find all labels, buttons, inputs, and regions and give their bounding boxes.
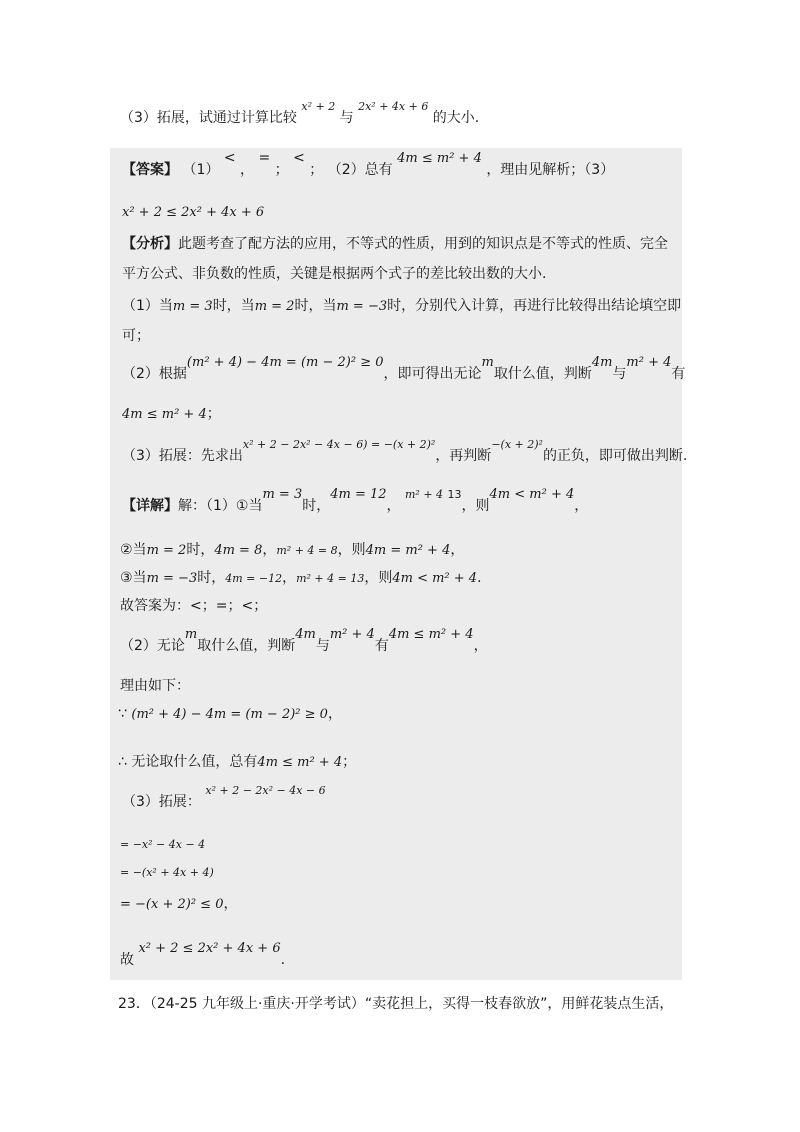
- a1-m2: m = 2: [254, 299, 295, 314]
- problem-3-mid: 与: [339, 110, 354, 126]
- d5-4m: 4m: [295, 627, 316, 642]
- a2-m: m: [481, 355, 494, 370]
- detail-line-10: [120, 834, 205, 855]
- answer-symbol-3: <: [293, 150, 305, 166]
- d3-res: 4m < m² + 4: [392, 571, 478, 586]
- therefore-symbol: ∴: [118, 754, 127, 770]
- a2c: 取什么值，判断: [493, 366, 592, 382]
- d1-4m: 4m = 12: [330, 487, 387, 502]
- d6: 理由如下：: [120, 678, 190, 694]
- analysis-item-1: [122, 296, 681, 317]
- a2e: 有: [671, 366, 686, 382]
- answer-sep-3: ；: [309, 162, 324, 178]
- expr-a: x² + 2: [301, 100, 336, 113]
- answer-part1: （1）: [182, 162, 220, 178]
- d1-13: 13: [447, 488, 462, 501]
- d10: = −x² − 4x − 4: [120, 838, 206, 851]
- d2-m: m = 2: [146, 543, 187, 558]
- answer-line: [122, 150, 615, 181]
- d3-m: m = −3: [146, 571, 198, 586]
- a1-m3: m = 3: [172, 299, 213, 314]
- a2-m2p4: m² + 4: [626, 355, 672, 370]
- a1d: 时，分别代入计算，再进行比较得出结论填空即: [387, 298, 682, 314]
- d2d: ，则: [337, 542, 366, 558]
- d1d: ，则: [461, 498, 490, 514]
- answer-reason: ，理由见解析；（3）: [486, 162, 615, 178]
- d5c: 与: [315, 638, 330, 654]
- because-symbol: ∵: [118, 706, 127, 722]
- answer-sep-2: ；: [274, 162, 289, 178]
- detail-line-6: [120, 676, 190, 696]
- problem-number: 23．: [118, 996, 150, 1012]
- detail-line-5: [120, 627, 488, 657]
- detail-line-3: [120, 568, 482, 589]
- a3c: 的正负，即可做出判断.: [542, 448, 688, 464]
- analysis-item-3: [122, 438, 688, 467]
- detail-line-11: [120, 862, 214, 883]
- a1c: 时，当: [294, 298, 337, 314]
- a3-expr: x² + 2 − 2x² − 4x − 6) = −(x + 2)²: [242, 438, 436, 451]
- d1-m2: m² + 4: [405, 488, 444, 501]
- problem-3-line: [120, 100, 480, 129]
- d12e: ，: [223, 896, 238, 912]
- d3e: .: [477, 570, 482, 586]
- d12: = −(x + 2)² ≤ 0: [120, 897, 224, 912]
- answer-symbol-2: =: [258, 150, 271, 166]
- d2e: ，: [450, 542, 465, 558]
- d3-m2: m² + 4 = 13: [296, 572, 365, 585]
- detail-line-13: [120, 941, 286, 971]
- d5d: 有: [374, 638, 389, 654]
- a3b: ，再判断: [435, 448, 492, 464]
- answer-part2: （2）总有: [327, 162, 393, 178]
- analysis-item-2-cont: [122, 404, 221, 425]
- d5e: ，: [473, 638, 488, 654]
- d9-expr: x² + 2 − 2x² − 4x − 6: [205, 784, 326, 797]
- answer-part3-expr: x² + 2 ≤ 2x² + 4x + 6: [122, 205, 265, 220]
- analysis-label: 【分析】: [122, 236, 178, 252]
- a3a: （3）拓展：先求出: [122, 448, 243, 464]
- a2a: （2）根据: [122, 366, 187, 382]
- detail-line-7: [118, 704, 342, 725]
- d7e: ，: [327, 706, 342, 722]
- d3-4m: 4m = −12: [225, 572, 283, 585]
- d2-4m: 4m = 8: [214, 543, 263, 558]
- detail-line-9: [122, 784, 326, 813]
- detail-label: 【详解】: [122, 498, 178, 514]
- analysis-item-2: [122, 355, 686, 385]
- d2b: 时，: [186, 542, 215, 558]
- detail-line-2: [120, 540, 464, 561]
- answer-symbol-1: <: [223, 150, 236, 166]
- detail-line-1: [122, 487, 589, 517]
- next-problem-line: [118, 994, 673, 1014]
- d5a: （2）无论: [120, 638, 185, 654]
- answer-expr: 4m ≤ m² + 4: [397, 151, 482, 166]
- problem-3-prefix: （3）拓展，试通过计算比较: [120, 110, 297, 126]
- analysis-line-1: [122, 234, 668, 254]
- d4: 故答案为：<；=；<；: [120, 598, 268, 614]
- d1-res: 4m < m² + 4: [489, 487, 575, 502]
- d1e: ，: [574, 498, 589, 514]
- d5-res: 4m ≤ m² + 4: [388, 627, 474, 642]
- problem-3-suffix: 的大小.: [432, 110, 480, 126]
- d3a: ③当: [120, 570, 147, 586]
- a2d: 与: [612, 366, 627, 382]
- detail-line-4: [120, 596, 267, 616]
- a2-expr: (m² + 4) − 4m = (m − 2)² ≥ 0: [186, 355, 384, 370]
- d9a: （3）拓展：: [122, 794, 201, 810]
- problem-text: “卖花担上，买得一枝春欲放”，用鲜花装点生活，: [364, 996, 674, 1012]
- analysis-item-1-cont: [122, 326, 150, 346]
- a2-concl: 4m ≤ m² + 4: [122, 407, 207, 422]
- d11: = −(x² + 4x + 4): [120, 866, 214, 879]
- a1e: 可；: [122, 328, 150, 344]
- d5-m: m: [184, 627, 198, 642]
- a1b: 时，当: [212, 298, 255, 314]
- d1c: ，: [386, 498, 401, 514]
- d13e: .: [280, 952, 286, 968]
- a2b: ，即可得出无论: [383, 366, 482, 382]
- detail-line-8: [118, 752, 356, 773]
- analysis-text-2: 平方公式、非负数的性质，关键是根据两个式子的差比较出数的大小.: [122, 266, 547, 282]
- d3b: 时，: [197, 570, 226, 586]
- d8a: 无论取什么值，总有: [131, 754, 258, 770]
- d1a: 解：（1）①当: [178, 498, 263, 514]
- a3-neg: −(x + 2)²: [491, 438, 543, 451]
- d7-expr: (m² + 4) − 4m = (m − 2)² ≥ 0: [131, 707, 328, 722]
- a1a: （1）当: [122, 298, 173, 314]
- answer-part3-line: [122, 202, 264, 223]
- answer-label: 【答案】: [122, 162, 178, 178]
- problem-source: （24-25 九年级上·重庆·开学考试）: [149, 996, 365, 1012]
- d5-m2: m² + 4: [329, 627, 375, 642]
- d1-m3: m = 3: [262, 487, 303, 502]
- d3d: ，则: [364, 570, 393, 586]
- d5b: 取什么值，判断: [197, 638, 296, 654]
- d3c: ，: [282, 570, 297, 586]
- d13-expr: x² + 2 ≤ 2x² + 4x + 6: [138, 941, 281, 956]
- analysis-line-2: [122, 264, 546, 284]
- a2f: ；: [206, 406, 221, 422]
- answer-sep-1: ，: [240, 162, 255, 178]
- a1-mneg3: m = −3: [336, 299, 388, 314]
- d8-res: 4m ≤ m² + 4: [257, 755, 343, 770]
- d2-m2: m² + 4 = 8: [276, 544, 338, 557]
- d13a: 故: [120, 952, 134, 968]
- d2c: ，: [262, 542, 277, 558]
- d2a: ②当: [120, 542, 147, 558]
- d2-res: 4m = m² + 4: [365, 543, 451, 558]
- analysis-text-1: 此题考查了配方法的应用，不等式的性质，用到的知识点是不等式的性质、完全: [178, 236, 668, 252]
- a2-4m: 4m: [591, 355, 613, 370]
- d1b: 时，: [302, 498, 331, 514]
- expr-b: 2x² + 4x + 6: [358, 100, 429, 113]
- detail-line-12: [120, 894, 237, 915]
- d8e: ；: [342, 754, 357, 770]
